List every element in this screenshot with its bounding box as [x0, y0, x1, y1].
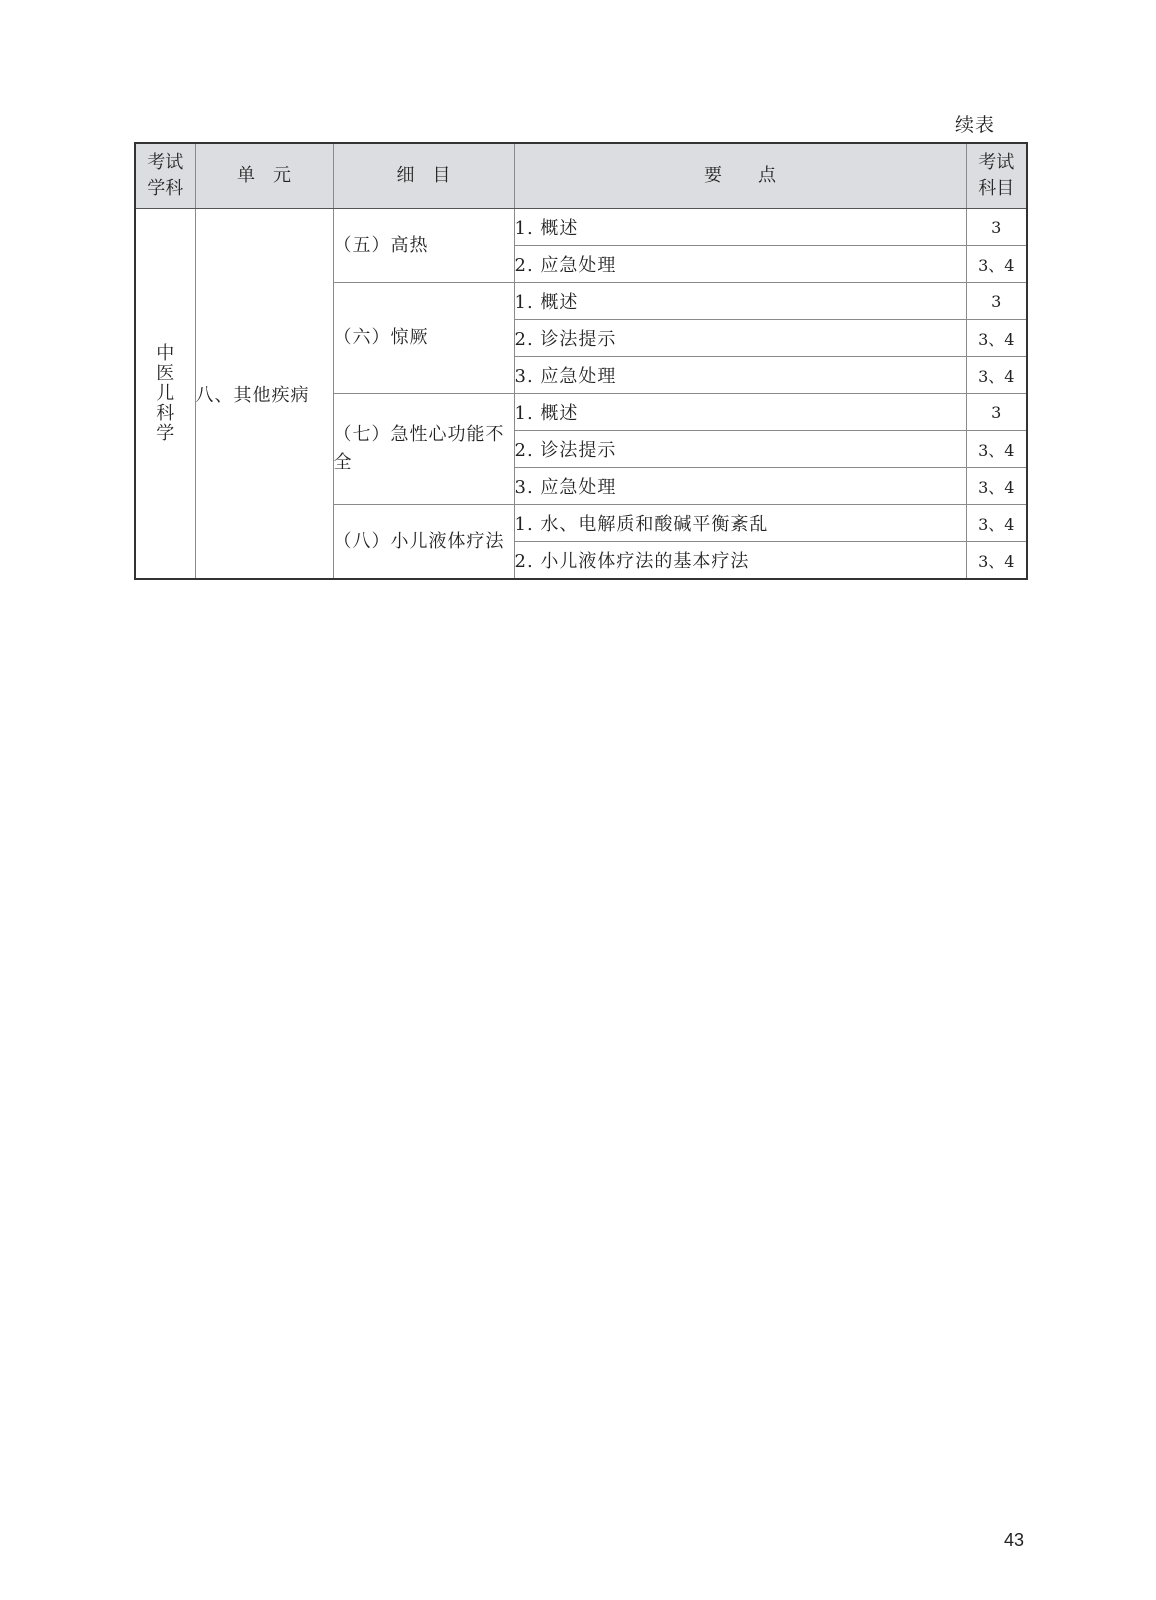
- header-exam-code: 考试科目: [966, 143, 1027, 209]
- exam-code-cell: 3、4: [966, 431, 1027, 468]
- item-cell: （五）高热: [333, 209, 514, 283]
- exam-code-cell: 3、4: [966, 542, 1027, 580]
- item-cell: （六）惊厥: [333, 283, 514, 394]
- table-row: [135, 209, 1027, 246]
- exam-code-cell: 3: [966, 283, 1027, 320]
- point-cell: 1. 概述: [514, 394, 966, 431]
- unit-cell: 八、其他疾病: [195, 209, 333, 580]
- header-subject: 考试学科: [135, 143, 195, 209]
- table-header: [135, 143, 1027, 209]
- point-cell: 1. 概述: [514, 283, 966, 320]
- header-item: 细 目: [333, 143, 514, 209]
- exam-code-cell: 3、4: [966, 468, 1027, 505]
- header-point: 要 点: [514, 143, 966, 209]
- exam-code-cell: 3、4: [966, 246, 1027, 283]
- point-cell: 2. 诊法提示: [514, 431, 966, 468]
- exam-code-cell: 3、4: [966, 505, 1027, 542]
- exam-code-cell: 3、4: [966, 357, 1027, 394]
- subject-cell: [135, 209, 195, 580]
- point-cell: 2. 诊法提示: [514, 320, 966, 357]
- item-cell: （七）急性心功能不全: [333, 394, 514, 505]
- exam-code-cell: 3、4: [966, 320, 1027, 357]
- point-cell: 3. 应急处理: [514, 468, 966, 505]
- continued-table-label: 续表: [955, 114, 996, 136]
- header-unit: 单 元: [195, 143, 333, 209]
- exam-code-cell: 3: [966, 209, 1027, 246]
- point-cell: 3. 应急处理: [514, 357, 966, 394]
- item-cell: （八）小儿液体疗法: [333, 505, 514, 580]
- page-number: 43: [1004, 1530, 1025, 1550]
- point-cell: 2. 应急处理: [514, 246, 966, 283]
- subject-label: 中医儿科学: [156, 342, 175, 444]
- point-cell: 1. 水、电解质和酸碱平衡紊乱: [514, 505, 966, 542]
- point-cell: 1. 概述: [514, 209, 966, 246]
- point-cell: 2. 小儿液体疗法的基本疗法: [514, 542, 966, 580]
- exam-code-cell: 3: [966, 394, 1027, 431]
- syllabus-table: [134, 142, 1028, 580]
